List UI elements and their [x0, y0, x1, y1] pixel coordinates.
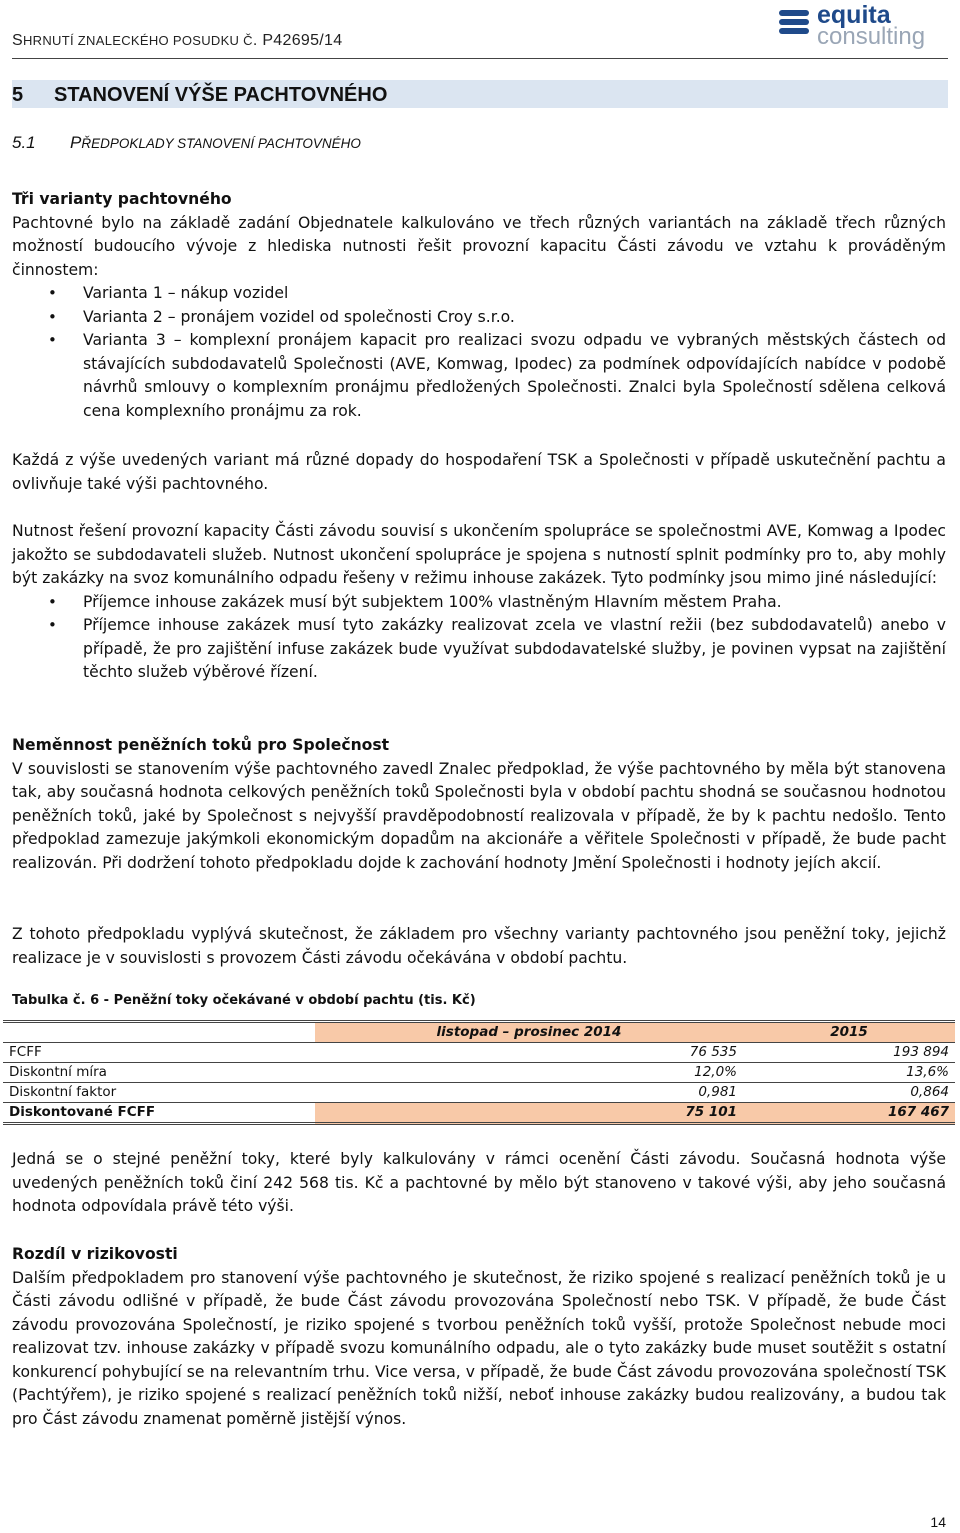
- table-header-row: [3, 1022, 955, 1043]
- risk-heading: Rozdíl v rizikovosti: [12, 1245, 178, 1263]
- variants-list: [12, 282, 946, 423]
- table-cell: 193 894: [743, 1043, 955, 1063]
- table-row: [3, 1083, 955, 1103]
- document-title: SHRNUTÍ ZNALECKÉHO POSUDKU Č. P42695/14: [12, 32, 343, 49]
- cashflow-section: [12, 734, 946, 875]
- row-label: Diskontované FCFF: [3, 1103, 315, 1124]
- list-item: • Varianta 2 – pronájem vozidel od společnosti Croy s.r.o.: [12, 306, 946, 330]
- cashflow-paragraph-1: V souvislosti se stanovením výše pachtovného zavedl Znalec předpoklad, že výše pachtovného by měla být stanovena tak, aby současná hodnota celkových peněžních toků Společnosti byla v období pachtu shodná se současnou hodnotou peněžních toků, jaké by Společnost s nejvyšší pravděpodobností realizovala v případě, že by k pachtu nedošlo. Tento předpoklad zamezuje jakýmkoli ekonomickým dopadům na akcionáře a věřitele Společnosti v případě, že bude pacht realizován. Při dodržení tohoto předpokladu dojde k zachování hodnoty Jmění Společnosti i hodnoty jejích akcií.: [12, 759, 946, 872]
- variants-impact-paragraph: Každá z výše uvedených variant má různé dopady do hospodaření TSK a Společnosti v případě uskutečnění pachtu a ovlivňuje také výši pachtovného.: [12, 451, 946, 493]
- table-row: [3, 1043, 955, 1063]
- variants-heading: Tři varianty pachtovného: [12, 190, 232, 208]
- page-number: 14: [930, 1514, 946, 1530]
- logo-wordmark-equita: equita: [817, 1, 891, 29]
- page-header: [12, 0, 948, 59]
- list-item: • Varianta 1 – nákup vozidel: [12, 282, 946, 306]
- list-item: • Varianta 3 – komplexní pronájem kapacit pro realizaci svozu odpadu ve vybraných městských částech od stávajících subdodavatelů Společnosti (AVE, Komwag, Ipodec) za podmínek odpovídajících nabídce v podobě návrhů smlouvy o komplexním pronájmu předložených Společnosti. Znalci byla Společností sdělena celková cena komplexního pronájmu za rok.: [12, 329, 946, 423]
- present-value-paragraph: Jedná se o stejné peněžní toky, které byly kalkulovány v rámci ocenění Části závodu. Současná hodnota výše uvedených peněžních toků činí 242 568 tis. Kč a pachtovné by mělo být stanoveno v takové výši, aby jeho současná hodnota odpovídala právě této výši.: [12, 1150, 946, 1215]
- cashflow-heading: Neměnnost peněžních toků pro Společnost: [12, 736, 390, 754]
- conditions-list: [12, 591, 946, 685]
- table-cell: 0,864: [743, 1083, 955, 1103]
- equita-logo-icon: [779, 8, 809, 40]
- row-label: FCFF: [3, 1043, 315, 1063]
- cashflow-paragraph-2: Z tohoto předpokladu vyplývá skutečnost, že základem pro všechny varianty pachtovného jsou peněžní toky, jejichž realizace je v souvislosti s provozem Části závodu očekávána v období pachtu.: [12, 925, 946, 967]
- table-cell: 75 101: [315, 1103, 743, 1124]
- subsection-heading: 5.1 PŘEDPOKLADY STANOVENÍ PACHTOVNÉHO: [12, 133, 361, 152]
- equita-logo: [779, 2, 944, 52]
- table-cell: 12,0%: [315, 1063, 743, 1083]
- variants-section: [12, 188, 946, 423]
- row-label: Diskontní míra: [3, 1063, 315, 1083]
- table-caption: Tabulka č. 6 - Peněžní toky očekávané v období pachtu (tis. Kč): [12, 993, 476, 1008]
- table-row: [3, 1063, 955, 1083]
- logo-wordmark-consulting: consulting: [817, 23, 926, 50]
- table-cell: 13,6%: [743, 1063, 955, 1083]
- table-cell: 167 467: [743, 1103, 955, 1124]
- capacity-section: [12, 520, 946, 685]
- cashflow-table: [3, 1020, 955, 1125]
- table-cell: 0,981: [315, 1083, 743, 1103]
- row-label: Diskontní faktor: [3, 1083, 315, 1103]
- risk-paragraph: Dalším předpokladem pro stanovení výše pachtovného je skutečnost, že riziko spojené s realizací peněžních toků je u Části závodu odlišné v případě, že bude Část závodu provozována Společností nebo TSK. V případě, že bude Část závodu provozována Společností, je riziko spojené s tvorbou peněžních toků vyšší, protože Společnost nebude moci realizovat tzv. inhouse zakázky v případě svozu komunálního odpadu, ale o tyto zakázky bude muset soutěžit s ostatní konkurencí pohybující se na relevantním trhu. Vice versa, v případě, že bude Část závodu provozována společností TSK (Pachtýřem), je riziko spojené s realizací peněžních toků nižší, neboť inhouse zakázky budou realizovány, a budou tak pro Část závodu znamenat poměrně jistější výnos.: [12, 1268, 946, 1428]
- risk-section: [12, 1243, 946, 1431]
- capacity-paragraph: Nutnost řešení provozní kapacity Části závodu souvisí s ukončením spolupráce se společnostmi AVE, Komwag a Ipodec jakožto se subdodavateli služeb. Nutnost ukončení spolupráce je spojena s nutností splnit podmínky pro to, aby mohly být zakázky na svoz komunálního odpadu řešeny v režimu inhouse zakázek. Tyto podmínky jsou mimo jiné následující:: [12, 522, 946, 587]
- column-header: 2015: [743, 1022, 955, 1043]
- variants-intro: Pachtovné bylo na základě zadání Objednatele kalkulováno ve třech různých variantách na základě třech různých možností budoucího vývoje z hlediska nutnosti řešit provozní kapacitu Části závodu ve vztahu k prováděným činnostem:: [12, 213, 946, 279]
- table-cell: 76 535: [315, 1043, 743, 1063]
- list-item: • Příjemce inhouse zakázek musí tyto zakázky realizovat zcela ve vlastní režii (bez subdodavatelů) anebo v případě, že pro zajištění infuse zakázek bude využívat subdodavatelské služby, je povinen vypsat na zajištění těchto služeb výběrové řízení.: [12, 614, 946, 685]
- column-header: listopad – prosinec 2014: [315, 1022, 743, 1043]
- section-heading: 5 STANOVENÍ VÝŠE PACHTOVNÉHO: [12, 80, 948, 108]
- list-item: • Příjemce inhouse zakázek musí být subjektem 100% vlastněným Hlavním městem Praha.: [12, 591, 946, 615]
- table-row-total: [3, 1103, 955, 1124]
